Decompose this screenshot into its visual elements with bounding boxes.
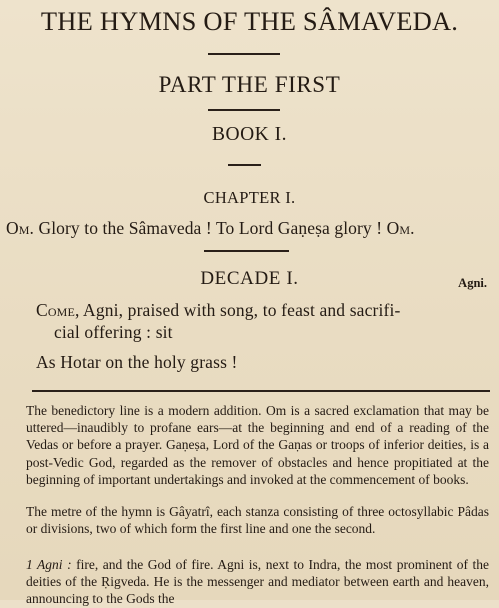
divider-rule — [228, 164, 261, 166]
decade-title: DECADE I. — [200, 268, 299, 289]
om-start: Om. — [6, 218, 34, 238]
verse-line — [36, 300, 400, 321]
footnote-text: The benedictory line is a modern addition. Om is a sacred exclamation that may be uttered—inaudibly to profane ears—at the beginning and end of a reading of the Vedas or before a prayer. Gaṇeṣa, Lord of the Gaṇas or troops of inferior deities, is a post-Vedic God, regarded as the remover of obstacles and hence propitiated at the beginning of important undertakings and invoked at the commencement of books. — [26, 403, 489, 487]
verse-line-1-text: Agni, praised with song, to feast and sacrifi- — [79, 300, 401, 320]
footnote-paragraph — [26, 402, 489, 488]
verse-line-2: cial offering : sit — [54, 322, 173, 342]
book-number: BOOK I. — [212, 124, 287, 145]
book-title: THE HYMNS OF THE SÂMAVEDA. — [40, 6, 459, 36]
divider-rule — [208, 109, 280, 111]
footnote-label: 1 Agni : — [26, 557, 72, 572]
verse-line-3: As Hotar on the holy grass ! — [36, 352, 238, 372]
om-end: Om. — [386, 218, 415, 238]
divider-rule — [204, 250, 289, 252]
divider-rule — [208, 53, 280, 55]
footnote-text: fire, and the God of fire. Agni is, next to Indra, the most prominent of the deities of the Ṛigveda. He is the messenger and mediator between earth and heaven, announcing to the Gods the — [26, 557, 490, 607]
invocation-text: Glory to the Sâmaveda ! To Lord Gaṇeṣa glory ! — [33, 218, 387, 238]
invocation-line — [6, 218, 415, 239]
chapter-title: CHAPTER I. — [203, 188, 296, 207]
verse-first-word: Come, — [36, 300, 80, 320]
footnote-text: The metre of the hymn is Gâyatrî, each stanza consisting of three octosyllabic Pâdas or divisions, two of which form the first line and one the second. — [26, 504, 489, 537]
footnote-paragraph — [26, 503, 489, 537]
footnote-separator-rule — [32, 390, 490, 392]
part-title: PART THE FIRST — [158, 72, 341, 97]
deity-label: Agni. — [458, 276, 487, 290]
